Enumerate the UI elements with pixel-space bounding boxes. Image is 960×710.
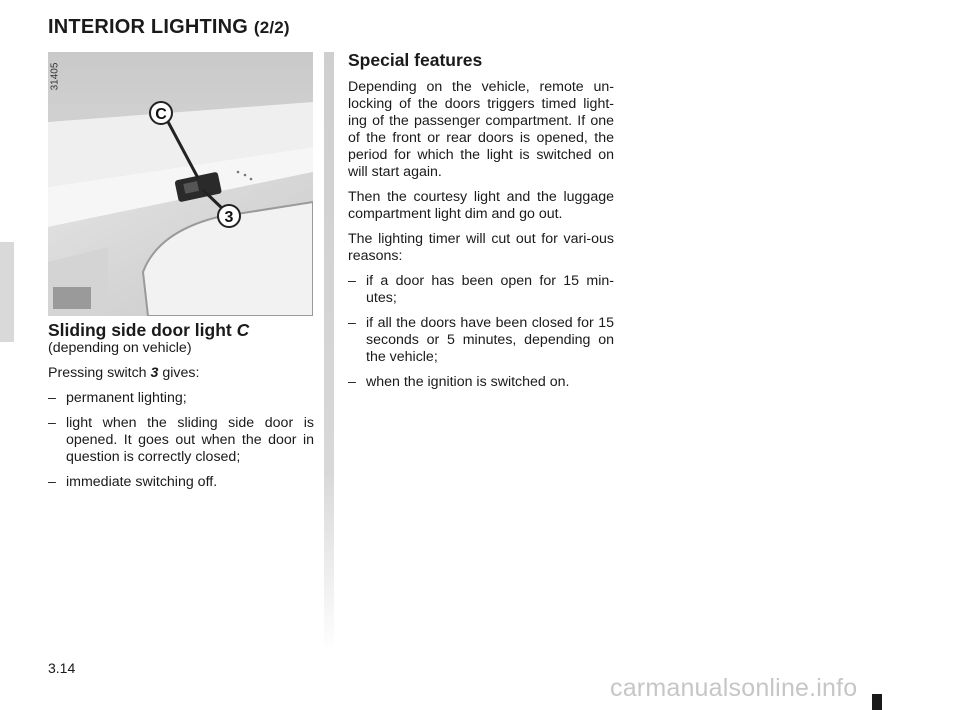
list-item: – immediate switching off.	[48, 474, 314, 491]
page-title-text: INTERIOR LIGHTING	[48, 16, 249, 38]
sliding-door-heading-letter: C	[236, 320, 250, 340]
list-item: – if all the doors have been closed for 15 seconds or 5 minutes, depending on the vehicle;	[348, 315, 614, 366]
chapter-tab	[0, 242, 14, 342]
page-title	[48, 16, 290, 39]
special-features-heading: Special features	[348, 50, 483, 70]
handle-bracket	[53, 287, 91, 309]
list-item: – permanent lighting;	[48, 390, 314, 407]
figure-reference-number	[50, 60, 64, 94]
sliding-door-light-figure	[48, 52, 313, 316]
intro-number: 3	[150, 365, 159, 381]
right-column	[348, 50, 614, 391]
paragraph: Then the courtesy light and the luggage compartment light dim and go out.	[348, 189, 614, 222]
left-column	[48, 320, 314, 491]
paragraph: Depending on the vehicle, remote un-locking of the doors triggers timed light-ing of the passenger compartment. If one of the front or rear doors is opened, the period for which the light is switched on will start again.	[348, 79, 614, 180]
list-item: – when the ignition is switched on.	[348, 374, 614, 391]
watermark: carmanualsonline.info	[610, 674, 858, 702]
list-item: – light when the sliding side door is opened. It goes out when the door in question is correctly closed;	[48, 415, 314, 466]
sub-note: (depending on vehicle)	[48, 340, 192, 356]
figure-reference-text: 31405	[49, 62, 61, 91]
sliding-door-heading	[48, 320, 314, 340]
figure-illustration	[48, 52, 313, 316]
sliding-door-heading-text: Sliding side door light	[48, 320, 232, 340]
callout-c-text: C	[155, 106, 167, 123]
column-divider	[324, 52, 334, 652]
intro-after: gives:	[162, 365, 200, 381]
corner-mark	[872, 694, 882, 710]
page-number: 3.14	[48, 660, 76, 676]
callout-3-text: 3	[224, 209, 234, 226]
paragraph: The lighting timer will cut out for vari-ous reasons:	[348, 231, 614, 264]
list-item: – if a door has been open for 15 min-utes;	[348, 273, 614, 307]
page-title-part: (2/2)	[253, 18, 290, 37]
intro-line	[48, 365, 314, 382]
intro-before: Pressing switch	[48, 365, 147, 381]
